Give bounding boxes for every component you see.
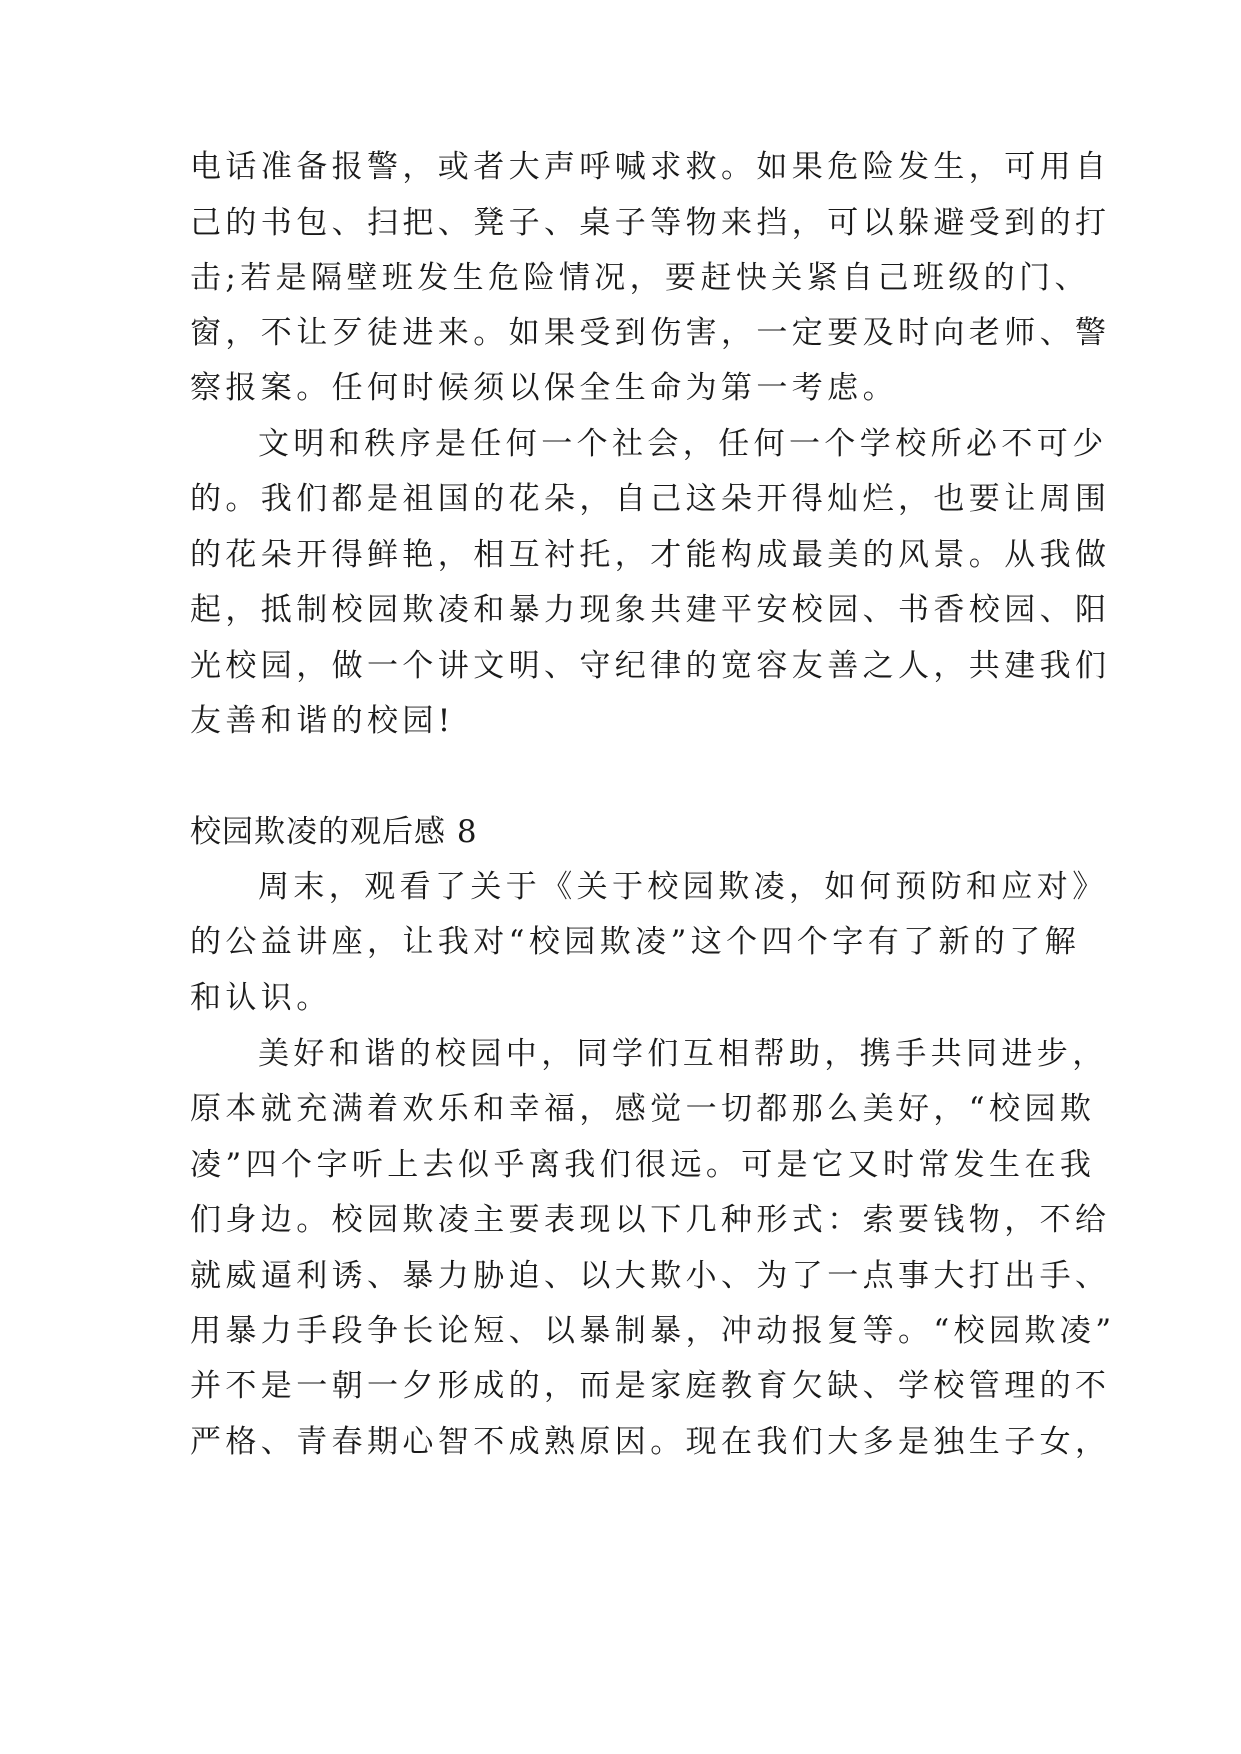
paragraph-line: 和认识。 [190,980,332,1016]
section-heading: 校园欺凌的观后感 8 [190,814,478,850]
paragraph-line: 严格、青春期心智不成熟原因。现在我们大多是独生子女， [190,1424,1111,1460]
paragraph-line: 击;若是隔壁班发生危险情况，要赶快关紧自己班级的门、 [190,260,1090,296]
paragraph-line: 凌”四个字听上去似乎离我们很远。可是它又时常发生在我 [190,1147,1096,1183]
paragraph-line: 窗，不让歹徒进来。如果受到伤害，一定要及时向老师、警 [190,315,1111,351]
paragraph-line: 友善和谐的校园! [190,703,455,739]
paragraph-line: 周末，观看了关于《关于校园欺凌，如何预防和应对》 [258,869,1108,905]
paragraph-line: 用暴力手段争长论短、以暴制暴，冲动报复等。“校园欺凌” [190,1313,1116,1349]
paragraph-line: 的公益讲座，让我对“校园欺凌”这个四个字有了新的了解 [190,924,1081,960]
paragraph-line: 的。我们都是祖国的花朵，自己这朵开得灿烂，也要让周围 [190,481,1111,517]
paragraph-line: 起，抵制校园欺凌和暴力现象共建平安校园、书香校园、阳 [190,592,1111,628]
paragraph-line: 就威逼利诱、暴力胁迫、以大欺小、为了一点事大打出手、 [190,1258,1111,1294]
paragraph-line: 的花朵开得鲜艳，相互衬托，才能构成最美的风景。从我做 [190,537,1111,573]
paragraph-line: 文明和秩序是任何一个社会，任何一个学校所必不可少 [258,426,1108,462]
paragraph-line: 己的书包、扫把、凳子、桌子等物来挡，可以躲避受到的打 [190,205,1111,241]
paragraph-line: 并不是一朝一夕形成的，而是家庭教育欠缺、学校管理的不 [190,1368,1111,1404]
paragraph-line: 光校园，做一个讲文明、守纪律的宽容友善之人，共建我们 [190,648,1111,684]
paragraph-line: 美好和谐的校园中，同学们互相帮助，携手共同进步， [258,1036,1108,1072]
paragraph-line: 原本就充满着欢乐和幸福，感觉一切都那么美好，“校园欺 [190,1091,1096,1127]
paragraph-line: 电话准备报警，或者大声呼喊求救。如果危险发生，可用自 [190,149,1111,185]
paragraph-line: 察报案。任何时候须以保全生命为第一考虑。 [190,370,898,406]
paragraph-line: 们身边。校园欺凌主要表现以下几种形式：索要钱物，不给 [190,1202,1111,1238]
